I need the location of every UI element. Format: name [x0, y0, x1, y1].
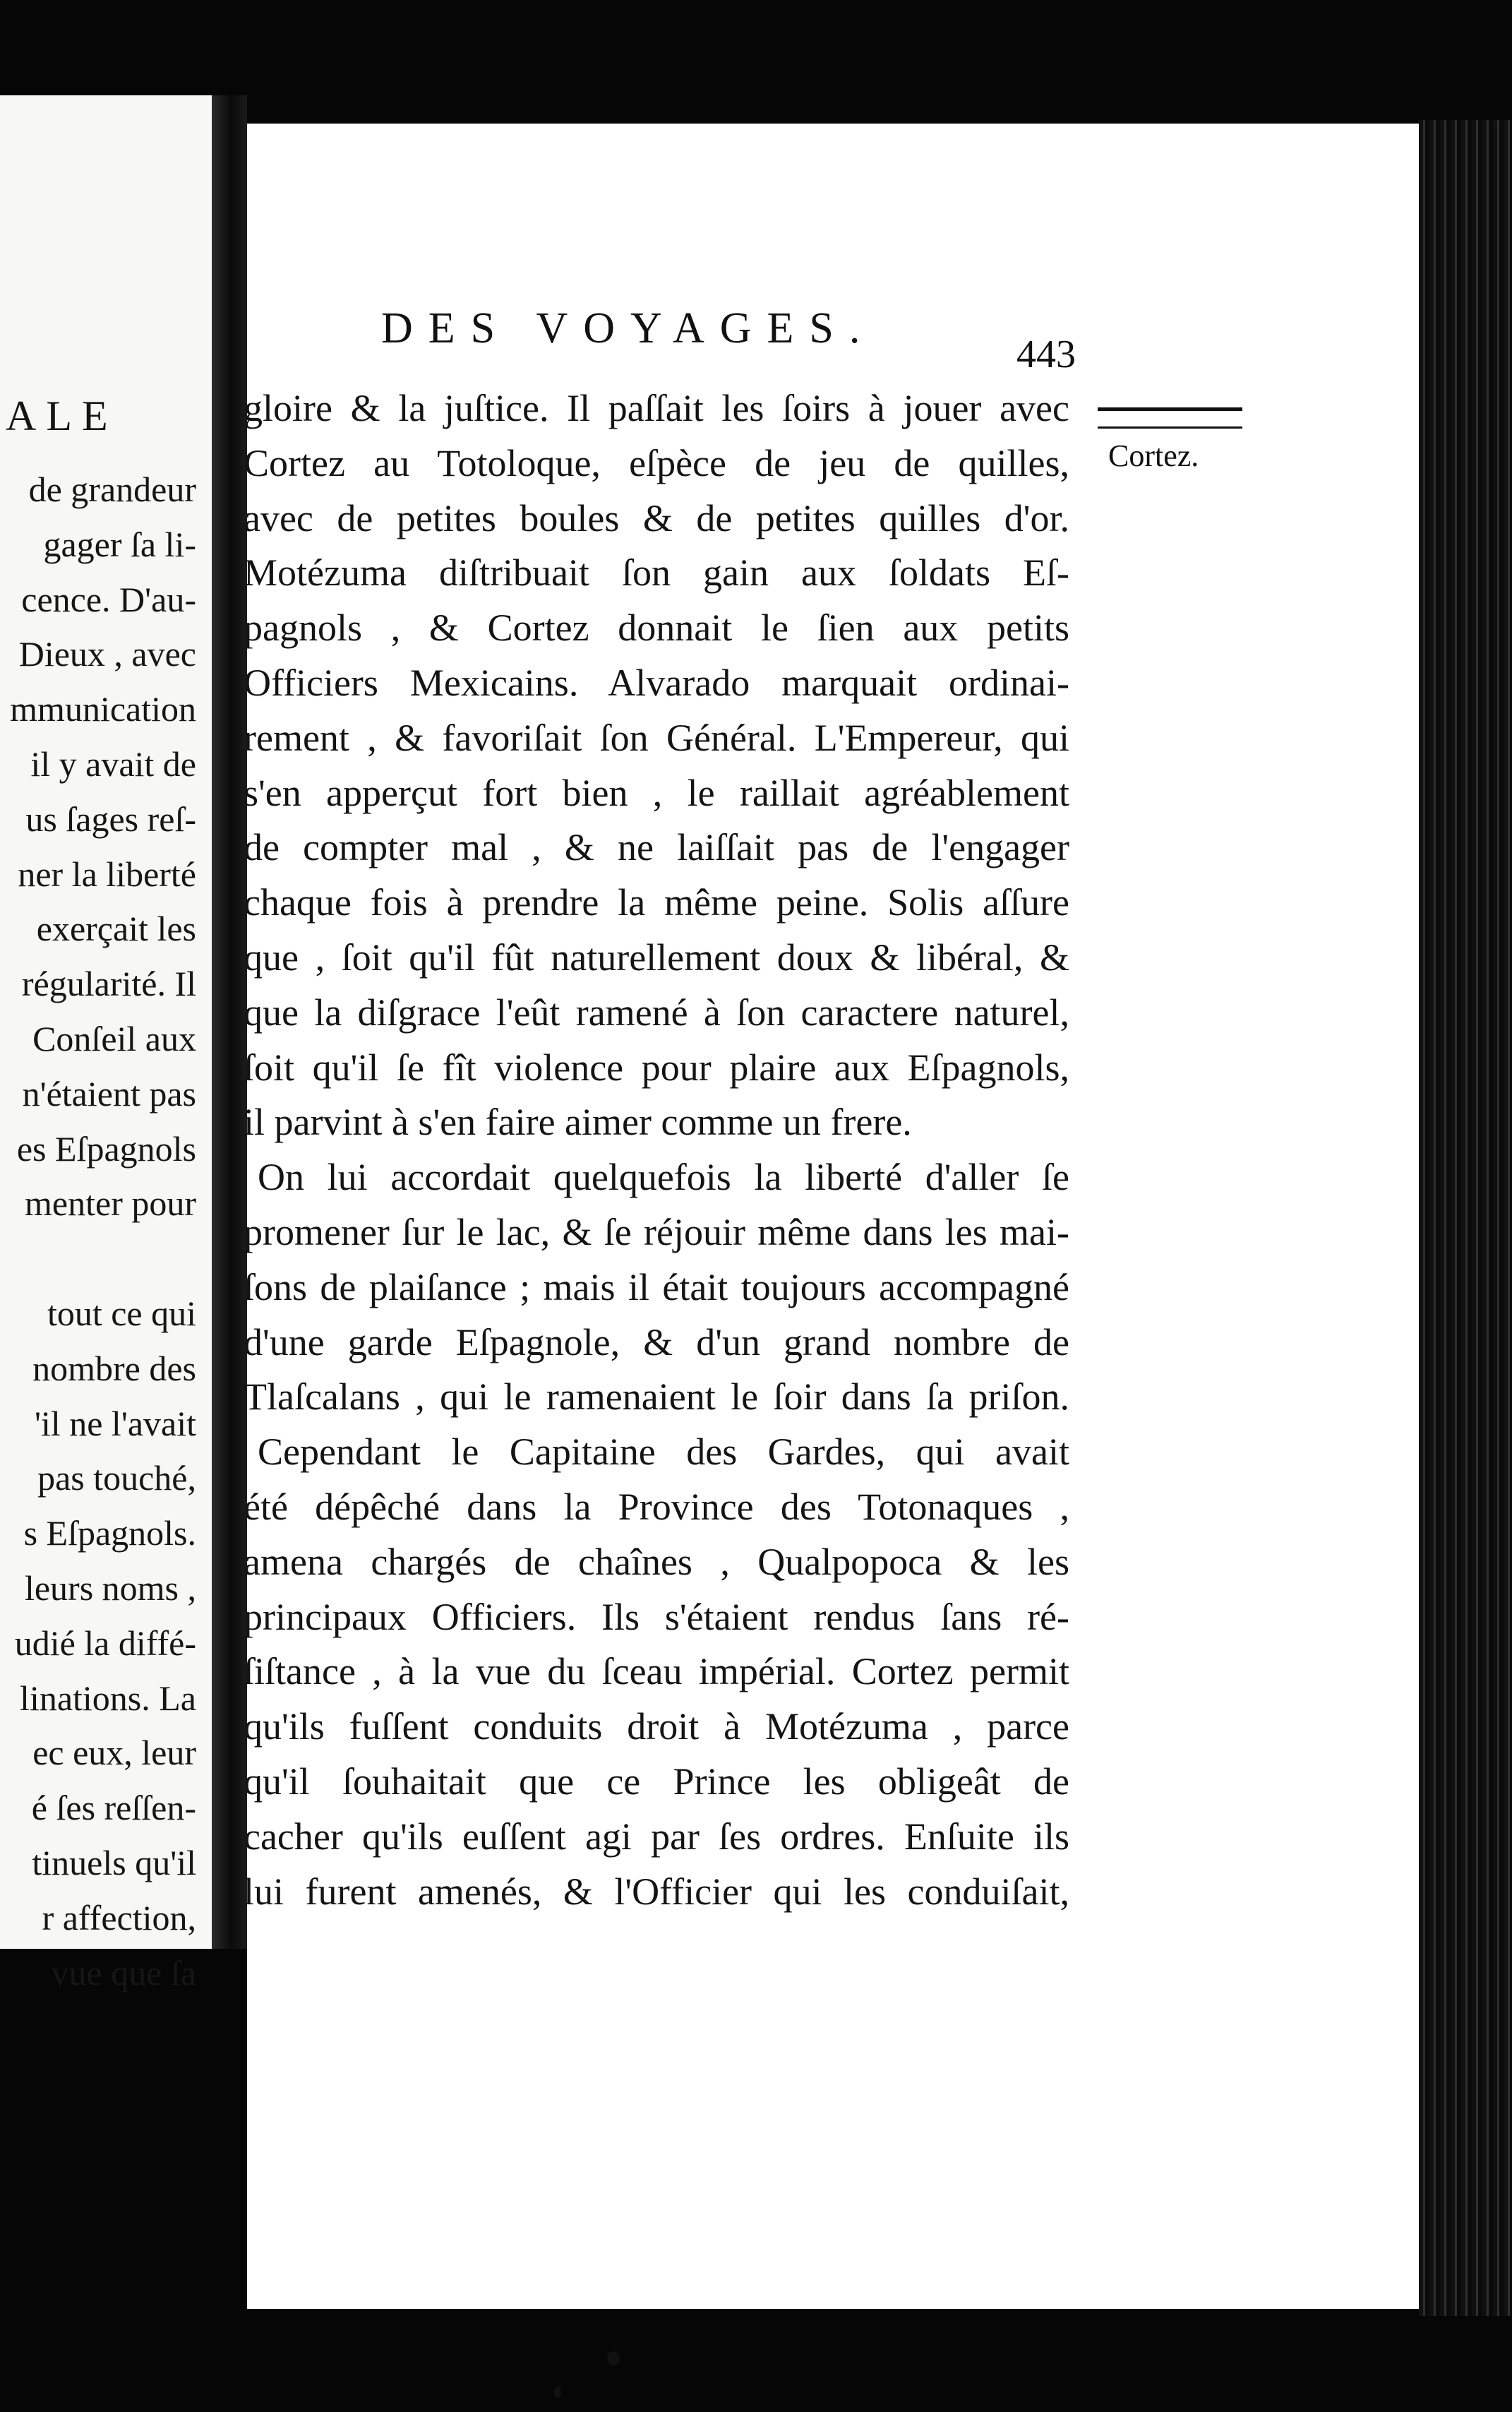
page-number: 443	[1016, 333, 1076, 376]
text-line: de compter mal , & ne laiſſait pas de l'engager	[244, 826, 1069, 869]
text-line: Conſeil aux	[32, 1018, 196, 1058]
left-page	[0, 95, 212, 1993]
text-line: menter pour	[25, 1183, 196, 1224]
text-line: Cependant le Capitaine des Gardes, qui avait	[258, 1431, 1069, 1474]
text-line: tinuels qu'il	[32, 1842, 196, 1882]
text-line: Officiers Mexicains. Alvarado marquait ordinai-	[244, 661, 1069, 704]
text-line: ec eux, leur	[32, 1733, 196, 1773]
text-line: udié la diffé-	[14, 1623, 196, 1663]
text-line: leurs noms ,	[24, 1568, 196, 1608]
text-line: que la diſgrace l'eût ramené à ſon caractere naturel,	[244, 991, 1069, 1034]
text-line: é ſes reſſen-	[31, 1788, 196, 1828]
text-line: pagnols , & Cortez donnait le ſien aux petits	[244, 607, 1069, 650]
text-line: es Eſpagnols	[16, 1128, 196, 1169]
scan-speck	[607, 2351, 620, 2365]
text-line: ſons de plaiſance ; mais il était toujours accompagné	[244, 1265, 1069, 1308]
text-line: d'une garde Eſpagnole, & d'un grand nombre de	[244, 1320, 1069, 1363]
text-line: mmunication	[10, 689, 196, 729]
text-line: avec de petites boules & de petites quilles d'or.	[244, 496, 1069, 539]
text-line: cacher qu'ils euſſent agi par ſes ordres. Enſuite ils	[244, 1815, 1069, 1858]
text-line: us ſages reſ-	[25, 799, 196, 839]
text-line: s Eſpagnols.	[23, 1513, 196, 1553]
text-line: pas touché,	[37, 1458, 196, 1498]
text-line: nombre des	[32, 1348, 196, 1388]
text-line: été dépêché dans la Province des Totonaques ,	[244, 1485, 1069, 1528]
text-line: chaque fois à prendre la même peine. Solis aſſure	[244, 881, 1069, 924]
text-line: que , ſoit qu'il fût naturellement doux & libéral, &	[244, 936, 1069, 979]
left-page-text	[0, 462, 196, 2000]
margin-note: Cortez.	[1108, 438, 1199, 473]
left-running-head: ALE	[6, 393, 118, 439]
text-line: qu'il ſouhaitait que ce Prince les obligeât de	[244, 1760, 1069, 1803]
text-line: Cortez au Totoloque, eſpèce de jeu de quilles,	[244, 441, 1069, 484]
text-line: il y avait de	[30, 744, 196, 784]
text-line: rement , & favoriſait ſon Général. L'Empereur, qui	[244, 716, 1069, 759]
text-line: de grandeur	[28, 470, 196, 509]
text-line: s'en apperçut fort bien , le raillait agréablement	[244, 771, 1069, 814]
text-line: régularité. Il	[21, 964, 196, 1004]
text-line: linations. La	[20, 1678, 196, 1718]
text-line: Tlaſcalans , qui le ramenaient le ſoir dans ſa priſon.	[244, 1375, 1069, 1419]
scan-speck	[554, 2387, 561, 2398]
text-line: n'étaient pas	[22, 1073, 196, 1114]
text-line: il parvint à s'en faire aimer comme un frere.	[244, 1101, 912, 1144]
text-line: ſoit qu'il ſe fît violence pour plaire aux Eſpagnols,	[244, 1046, 1069, 1089]
text-line	[0, 1231, 196, 1286]
text-line: lui furent amenés, & l'Officier qui les conduiſait,	[244, 1870, 1069, 1913]
book-gutter	[212, 95, 247, 1949]
margin-rule	[1098, 407, 1242, 429]
text-line: vue que ſa	[51, 1952, 196, 1993]
running-head: DES VOYAGES.	[381, 304, 876, 352]
text-line: principaux Officiers. Ils s'étaient rendus ſans ré-	[244, 1595, 1069, 1638]
text-line: ſiſtance , à la vue du ſceau impérial. Cortez permit	[244, 1650, 1069, 1693]
text-line: Motézuma diſtribuait ſon gain aux ſoldats Eſ-	[244, 551, 1069, 595]
text-line: Dieux , avec	[18, 634, 196, 674]
text-line: On lui accordait quelquefois la liberté d'aller ſe	[258, 1156, 1069, 1199]
text-line: gager ſa li-	[43, 524, 196, 564]
text-line: cence. D'au-	[21, 579, 196, 619]
text-line: promener ſur le lac, & ſe réjouir même dans les mai-	[244, 1210, 1069, 1253]
text-line: amena chargés de chaînes , Qualpopoca & les	[244, 1540, 1069, 1583]
page-edges	[1419, 120, 1512, 2316]
text-line: tout ce qui	[47, 1293, 196, 1333]
body-text	[244, 381, 1069, 1919]
text-line: gloire & la juſtice. Il paſſait les ſoirs à jouer avec	[244, 387, 1069, 429]
text-line: 'il ne l'avait	[34, 1403, 196, 1443]
text-line: exerçait les	[36, 909, 196, 949]
text-line: ner la liberté	[18, 854, 196, 894]
text-line: qu'ils fuſſent conduits droit à Motézuma , parce	[244, 1705, 1069, 1748]
text-line: r affection,	[42, 1897, 196, 1938]
